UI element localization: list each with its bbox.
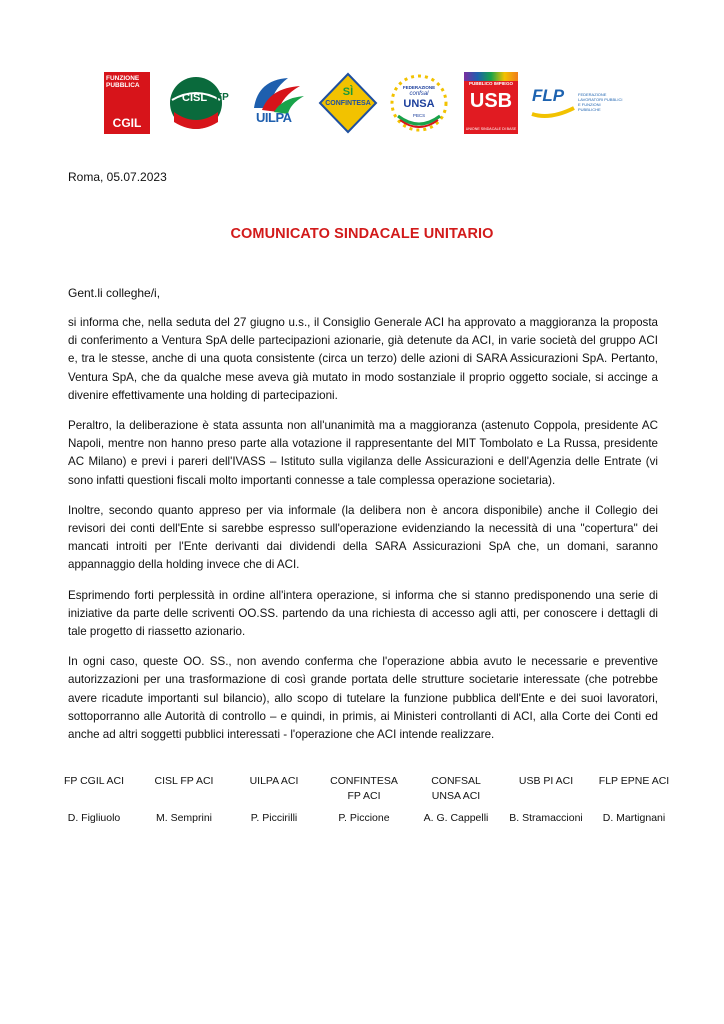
signature-org (584, 774, 684, 806)
usb-rainbow-band (464, 72, 518, 81)
unsa-logo-bottom: PBCS (412, 113, 426, 118)
unsa-logo-mid: confsal (409, 91, 429, 97)
signature-org-line1: UILPA ACI (249, 775, 299, 787)
usb-logo-bottom: UNIONE SINDACALE DI BASE (465, 127, 517, 131)
paragraph: Peraltro, la deliberazione è stata assunta non all'unanimità ma a maggioranza (astenuto Coppola, presidente AC Napoli, mentre non hanno preso parte alla votazione il rappresentante del MIT Tombolato e La Russa, presidente AC Milano) e previ i pareri dell'IVASS – Istituto sulla vigilanza delle Assicurazioni e dell'Agenzia delle Entrate (vi sono infatti questioni fiscali molto importanti connesse a tale complessa operazione societaria). (68, 419, 658, 487)
signature-org (44, 774, 144, 806)
cgil-logo-brand: CGIL (112, 116, 142, 130)
flp-logo-brand: FLP (532, 86, 565, 105)
uilpa-logo (248, 72, 308, 134)
flp-logo (530, 72, 624, 134)
signature-name: P. Piccione (338, 812, 390, 824)
signature-org (224, 774, 324, 806)
signature-name: D. Figliuolo (67, 812, 121, 824)
document-body (68, 314, 658, 756)
paragraph: si informa che, nella seduta del 27 giugno u.s., il Consiglio Generale ACI ha approvato a maggioranza la proposta di conferimento a Ventura SpA delle partecipazioni azionarie, già detenute da ACI, in varie società del gruppo ACI e, tra le stesse, anche di una quota consistente (circa un terzo) delle azioni di SARA Assicurazioni SpA. Pertanto, Ventura SpA, che da qualche mese aveva già mutato in modo sostanziale il proprio oggetto sociale, si accinge a divenire effettivamente una holding di partecipazioni. (68, 316, 658, 402)
cgil-logo-line1: FUNZIONE (106, 75, 140, 82)
signature-org (406, 774, 506, 806)
unsa-logo-brand: UNSA (403, 98, 435, 110)
signature-column (314, 774, 414, 824)
flp-logo-subtitle (578, 92, 624, 112)
confintesa-logo (318, 72, 378, 134)
signature-org-line1: CONFINTESA (330, 775, 398, 787)
signature-name: B. Stramaccioni (509, 812, 583, 824)
cgil-logo-line2: PUBBLICA (106, 82, 140, 89)
flp-logo-line3: E FUNZIONI PUBBLICHE (578, 102, 601, 112)
union-logos-row (104, 72, 624, 134)
signature-org-line1: CONFSAL (431, 775, 481, 787)
paragraph: In ogni caso, queste OO. SS., non avendo conferma che l'operazione abbia avuto le necessarie e preventive autorizzazioni per una trasformazione di così grande portata delle strutture societarie interessate (che potrebbe avere ricadute importanti sul bilancio), allo scopo di tutelare la funzione pubblica dell'Ente e dei suoi lavoratori, sottoporranno alle Autorità di controllo – e quindi, in primis, ai Ministeri controllanti di ACI, alla Corte dei Conti ed anche ad altri soggetti pubblici interessati - l'operazione che ACI intende realizzare. (68, 655, 658, 742)
signature-org-line1: USB PI ACI (518, 775, 574, 787)
flp-logo-line2: LAVORATORI PUBBLICI (578, 97, 623, 102)
signature-column (224, 774, 324, 824)
signature-org-line1: FLP EPNE ACI (598, 775, 670, 787)
signature-org (314, 774, 414, 806)
signature-column (406, 774, 506, 824)
paragraph: Inoltre, secondo quanto appreso per via informale (la delibera non è ancora disponibile) anche il Collegio dei revisori dei conti dell'Ente si sarebbe espresso sull'operazione evidenziando la necessità di una "copertura" dei mancati introiti per l'Ente derivanti dai dividendi della SARA Assicurazioni SpA che, un domani, saranno appannaggio della holding invece che di ACI. (68, 503, 658, 572)
paragraph: Esprimendo forti perplessità in ordine all'intera operazione, si informa che si stanno predisponendo una serie di iniziative da parte delle scriventi OO.SS. partendo da una richiesta di accesso agli atti, per conoscere i dettagli di tale progetto di riassetto azionario. (68, 588, 658, 639)
cisl-logo-suffix: FP (216, 92, 229, 103)
document-title: COMUNICATO SINDACALE UNITARIO (230, 226, 494, 242)
usb-logo (464, 72, 518, 134)
document-date: Roma, 05.07.2023 (68, 170, 167, 184)
confintesa-logo-brand: CONFINTESA (325, 100, 371, 107)
signature-org (496, 774, 596, 806)
cisl-logo (166, 72, 238, 134)
signature-name: D. Martignani (602, 812, 666, 824)
signatures-block (44, 774, 684, 834)
cisl-logo-brand: CISL (182, 92, 208, 104)
greeting: Gent.li colleghe/i, (68, 286, 161, 300)
signature-column (44, 774, 144, 824)
signature-org-line1: FP CGIL ACI (63, 775, 125, 787)
usb-logo-brand: USB (469, 90, 513, 112)
signature-column (134, 774, 234, 824)
uilpa-logo-brand: UILPA (256, 110, 292, 125)
signature-column (496, 774, 596, 824)
cgil-logo (104, 72, 150, 134)
signature-column (584, 774, 684, 824)
usb-logo-top: PUBBLICO IMPIEGO (468, 81, 513, 86)
signature-org-line1: CISL FP ACI (154, 775, 214, 787)
unsa-logo-top: FEDERAZIONE (402, 85, 436, 90)
unsa-logo (388, 72, 450, 134)
signature-name: A. G. Cappelli (423, 812, 489, 824)
signature-org-line2: UNSA ACI (431, 790, 481, 802)
signature-org-line2: FP ACI (347, 790, 381, 802)
signature-org (134, 774, 234, 806)
confintesa-logo-top: SÌ (342, 86, 354, 98)
flp-logo-line1: FEDERAZIONE (578, 92, 607, 97)
signature-name: M. Semprini (155, 812, 212, 824)
signature-name: P. Piccirilli (250, 812, 298, 824)
